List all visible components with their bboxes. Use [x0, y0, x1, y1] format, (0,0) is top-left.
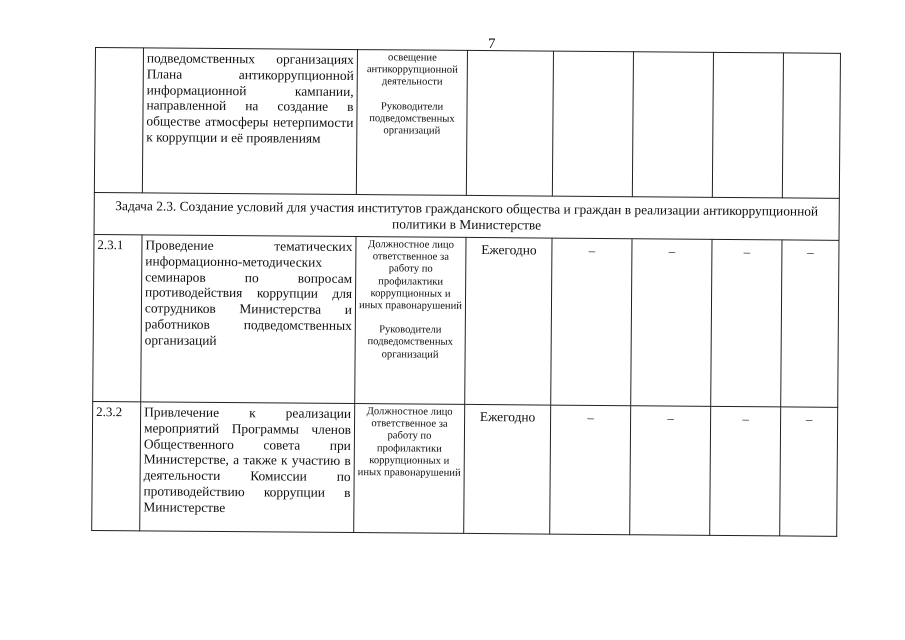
responsible-text: Должностное лицо ответственное за работу по профилактики коррупционных и иных правонарушений	[357, 406, 461, 479]
value-cell-empty	[782, 53, 840, 198]
number-cell-empty	[94, 48, 143, 193]
responsible-cell	[354, 404, 465, 534]
term-cell-empty	[466, 50, 553, 196]
value-cell: –	[631, 239, 712, 407]
row-number: 2.3.1	[93, 234, 142, 401]
value-cell: –	[781, 240, 839, 407]
row-number: 2.3.2	[92, 401, 141, 530]
value-cell: –	[550, 405, 631, 535]
responsible-text: освещение антикоррупционной деятельности	[366, 52, 458, 89]
table-row-continued	[94, 48, 840, 199]
value-cell: –	[710, 406, 781, 536]
table-row	[92, 401, 838, 536]
page-number: 7	[488, 36, 496, 52]
term-cell: Ежегодно	[464, 404, 551, 534]
value-cell: –	[630, 406, 711, 536]
activity-cell: подведомственных организациях Плана антикоррупционной информационной кампании, направленной на создание в обществе атмосферы нетерпимости к коррупции и её проявлениям	[142, 48, 357, 195]
responsible-text: Руководители подведомственных организаций	[367, 324, 453, 361]
value-cell: –	[780, 407, 838, 536]
task-heading: Задача 2.3. Создание условий для участия институтов гражданского общества и граждан в реализации антикоррупционной политики в Министерстве	[94, 192, 839, 240]
task-heading-row	[94, 192, 839, 240]
responsible-text: Должностное лицо ответственное за работу по профилактики коррупционных и иных правонарушений	[358, 239, 463, 312]
activity-cell: Привлечение к реализации мероприятий Программы членов Общественного совета при Министерстве, а также к участию в деятельности Комиссии по противодействию коррупции в Министерстве	[140, 402, 355, 533]
responsible-text: Руководители подведомственных организаций	[369, 100, 455, 137]
responsible-cell	[356, 50, 467, 196]
plan-table	[91, 47, 841, 537]
value-cell: –	[711, 239, 782, 407]
plan-table-container	[91, 47, 840, 537]
value-cell-empty	[632, 52, 713, 198]
value-cell: –	[551, 238, 632, 406]
value-cell-empty	[712, 52, 783, 198]
table-row	[93, 234, 839, 407]
term-cell: Ежегодно	[465, 237, 552, 405]
activity-cell: Проведение тематических информационно-методических семинаров по вопросам противодействия коррупции для сотрудников Министерства и работников подведомственных организаций	[141, 235, 356, 404]
value-cell-empty	[552, 51, 633, 197]
responsible-cell	[355, 237, 466, 405]
